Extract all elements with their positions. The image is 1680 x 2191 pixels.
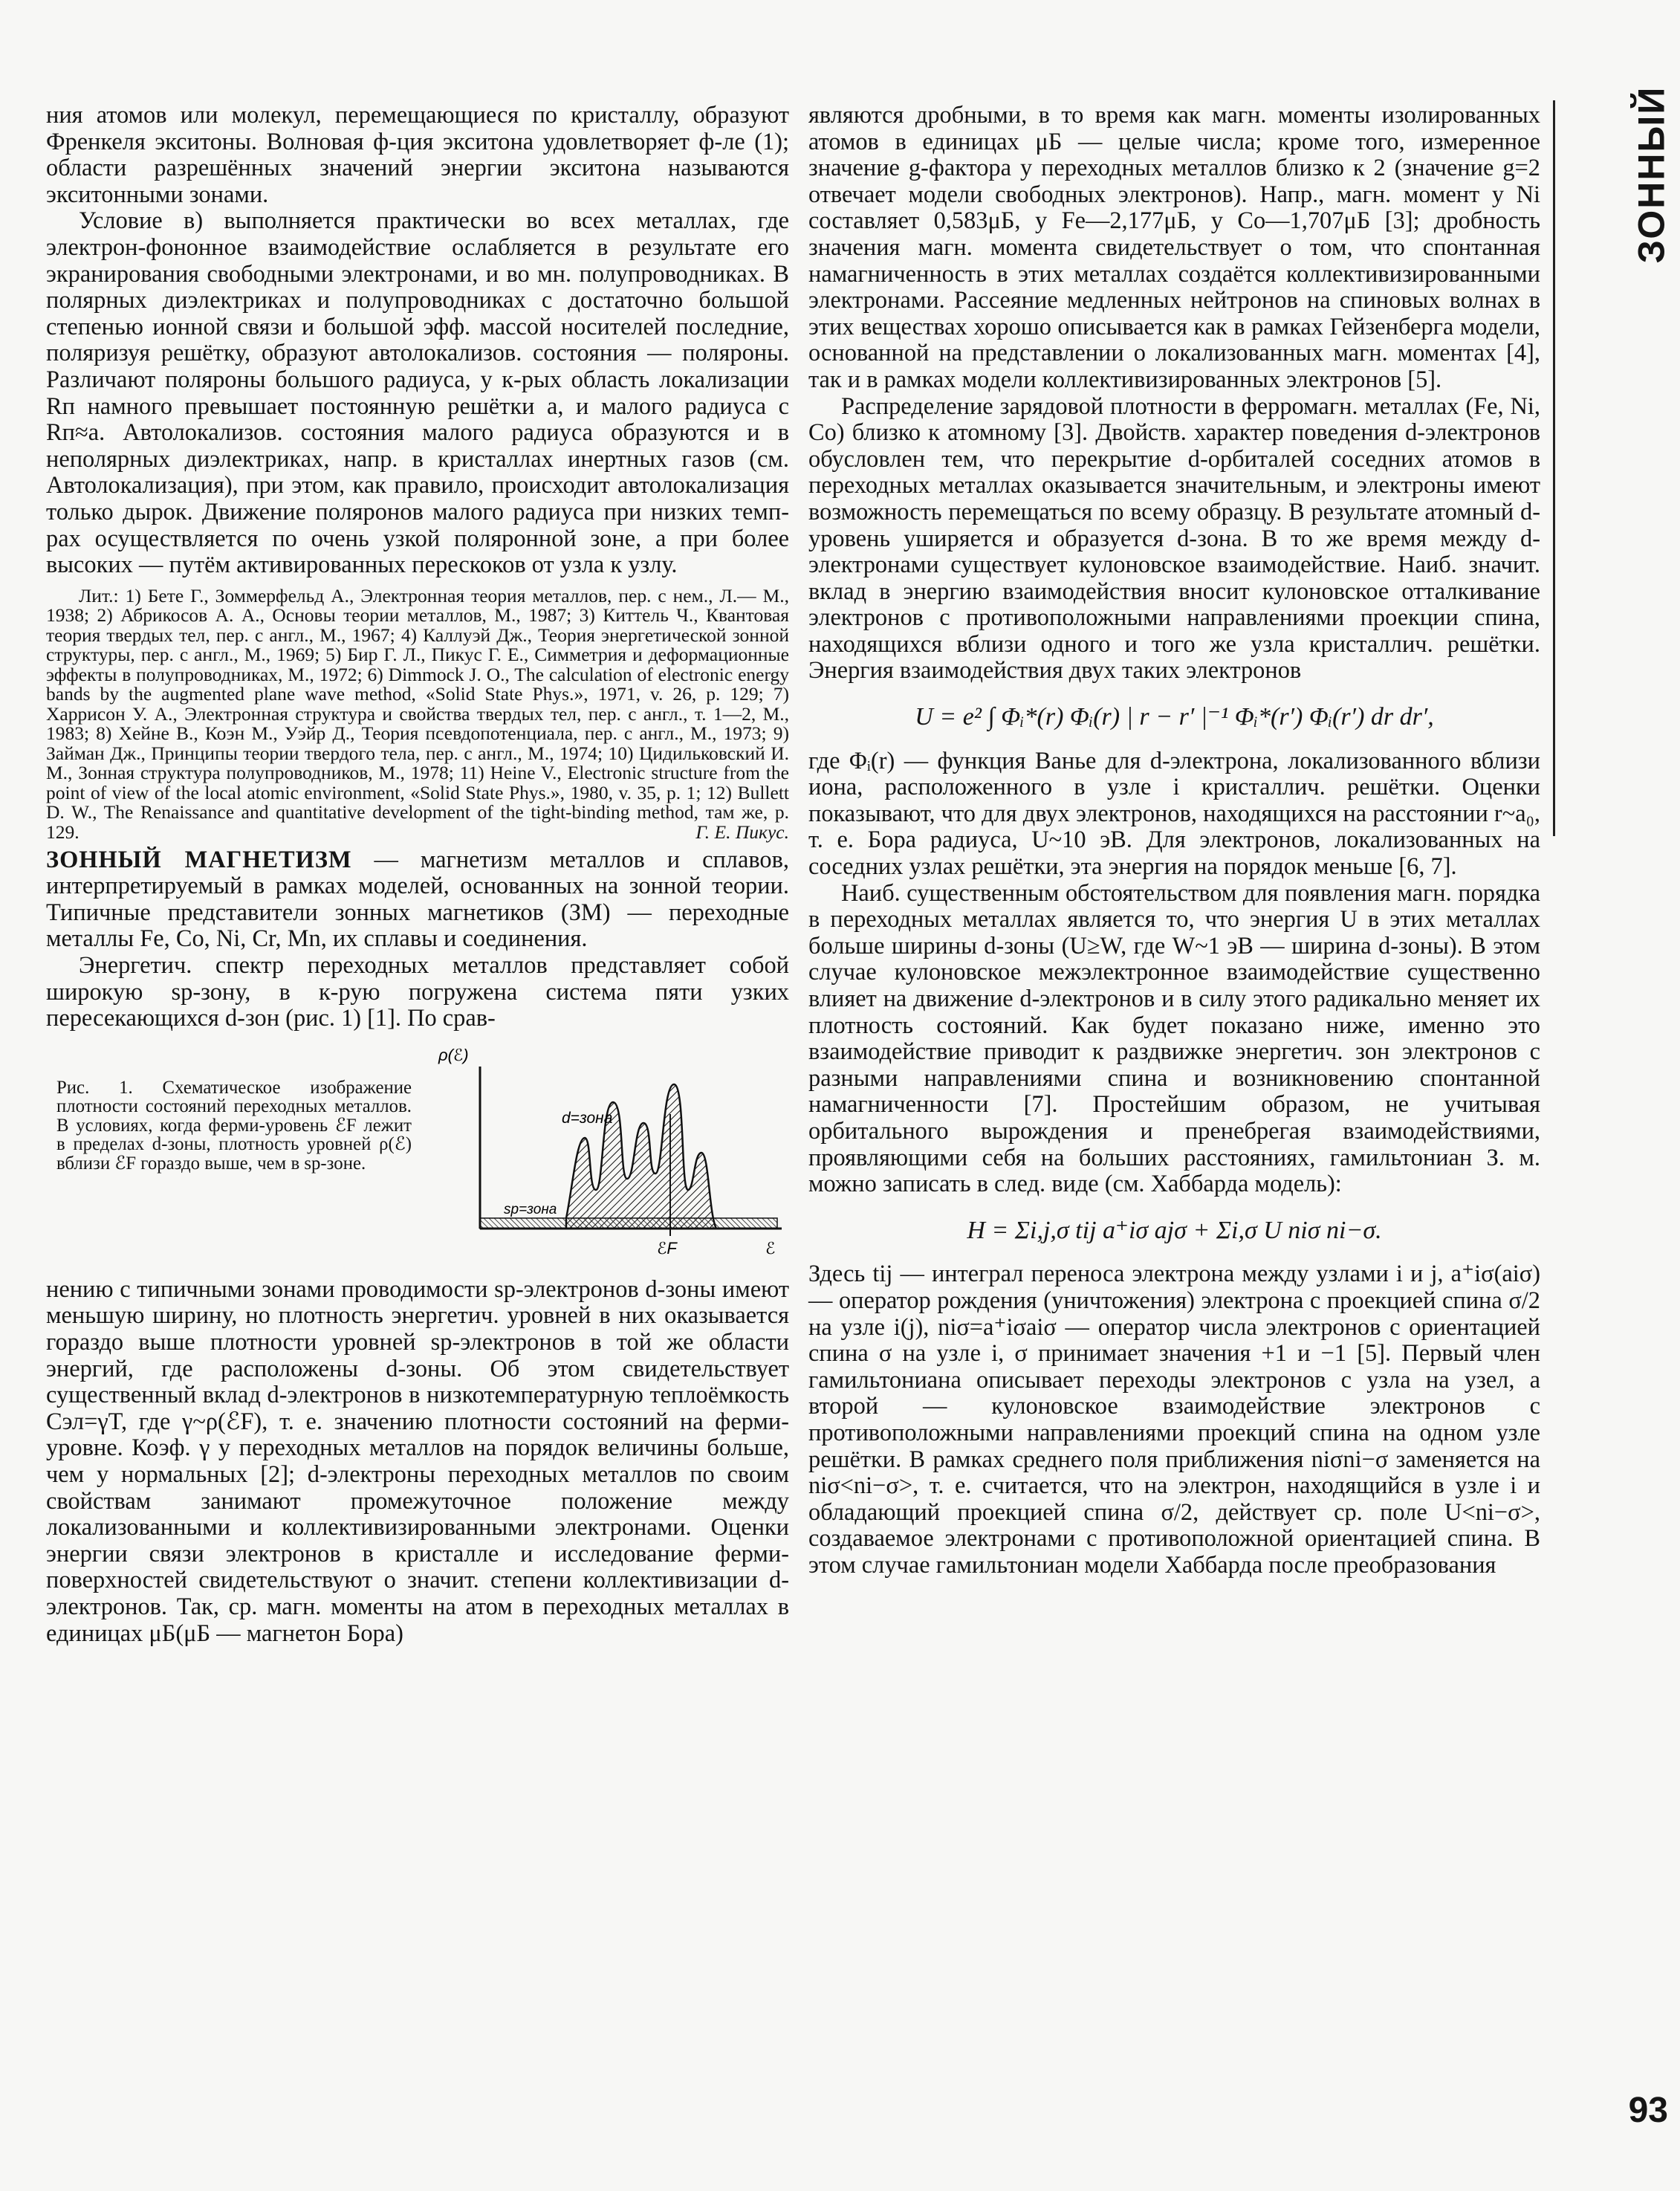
left-column [46,103,789,1647]
article-headword: ЗОННЫЙ МАГНЕТИЗМ [46,846,352,873]
paragraph: Энергетич. спектр переходных металлов представляет собой широкую sp-зону, в к-рую погружена система пяти узких пересекающихся d-зон (рис. 1) [1]. По срав- [46,952,789,1032]
figure-1 [46,1041,789,1260]
paragraph: где Φᵢ(r) — функция Ванье для d-электрона, локализованного вблизи иона, расположенного в узле i кристаллич. решётки. Оценки показывают, что для двух электронов, находящихся на расстоянии r~a₀, т. е. Бора радиуса, U~10 эВ. Для электронов, локализованных на соседних узлах решётки, эта энергия на порядок меньше [6, 7]. [808,747,1540,881]
paragraph: нению с типичными зонами проводимости sp-электронов d-зоны имеют меньшую ширину, но плотность энергетич. уровней в них оказывается гораздо выше плотности уровней sp-электронов в той же области энергий, где расположены d-зоны. Об этом свидетельствует существенный вклад d-электронов в низкотемпературную теплоёмкость Cэл=γT, где γ~ρ(ℰF), т. е. значению плотности состояний на ферми-уровне. Коэф. γ у переходных металлов на порядок величины больше, чем у нормальных [2]; d-электроны переходных металлов по своим свойствам занимают промежуточное положение между локализованными и коллективизированными электронами. Оценки энергии связи электронов в кристалле и исследование ферми-поверхностей свидетельствуют о значит. степени коллективизации d-электронов. Так, ср. магн. моменты на атом в переходных металлах в единицах μБ(μБ — магнетон Бора) [46,1275,789,1647]
fermi-label: ℰF [657,1238,677,1258]
running-header-text: ЗОННЫЙ [1630,85,1673,264]
header-rule [1553,100,1555,836]
paragraph: являются дробными, в то время как магн. моменты изолированных атомов в единицах μБ — целые числа; кроме того, измеренное значение g-фактора у переходных металлов близко к 2 (значение g=2 отвечает модели свободных электронов). Напр., магн. момент у Ni составляет 0,583μБ, у Fe—2,177μБ, у Co—1,707μБ [3]; дробность значения магн. момента свидетельствует о том, что спонтанная намагниченность в этих металлах создаётся коллективизированными электронами. Рассеяние медленных нейтронов на спиновых волнах в этих веществах хорошо описывается как в рамках Гейзенберга модели, основанной на представлении о локализованных магн. моментах [4], так и в рамках модели коллективизированных электронов [5]. [808,102,1540,393]
article-intro: — магнетизм металлов и сплавов, интерпретируемый в рамках моделей, основанных на зонной теории. Типичные представители зонных магнетиков (ЗМ) — переходные металлы Fe, Co, Ni, Cr, Mn, их сплавы и соединения. [46,846,789,953]
sp-band-label: sp=зона [504,1201,557,1217]
x-axis-label: ℰ [765,1238,776,1258]
right-column [808,103,1540,1579]
paragraph: ния атомов или молекул, перемещающиеся по кристаллу, образуют Френкеля экситоны. Волновая ф-ция экситона удовлетворяет ф-ле (1); области разрешённых значений энергии экситона называются экситонными зонами. [46,102,789,208]
paragraph: Условие в) выполняется практически во всех металлах, где электрон-фононное взаимодействие ослабляется в результате его экранирования свободными электронами, и во мн. полупроводниках. В полярных диэлектриках и полупроводниках с достаточно большой степенью ионной связи и большой эфф. массой носителей последние, поляризуя решётку, образуют автолокализов. состояния — поляроны. Различают поляроны большого радиуса, у к-рых область локализации Rп намного превышает постоянную решётки a, и малого радиуса с Rп≈a. Автолокализов. состояния малого радиуса образуются и в неполярных диэлектриках, напр. в кристаллах инертных газов (см. Автолокализация), при этом, как правило, происходит автолокализация только дырок. Движение поляронов малого радиуса при низких темп-рах осуществляется по очень узкой поляронной зоне, а при более высоких — путём активированных перескоков от узла к узлу. [46,207,789,579]
references-author: Г. Е. Пикус. [695,821,789,844]
paragraph: Наиб. существенным обстоятельством для появления магн. порядка в переходных металлах является то, что энергия U в этих металлах больше ширины d-зоны (U≥W, где W~1 эВ — ширина d-зоны). В этом случае кулоновское межэлектронное взаимодействие существенно влияет на движение d-электронов и в силу этого радикально меняет их плотность состояний. Как будет показано ниже, именно это взаимодействие приводит к раздвижке энергетич. зон электронов с разными направлениями спина и возникновению спонтанной намагниченности [7]. Простейшим образом, не учитывая орбитального вырождения и пренебрегая взаимодействиями, проявляющими себя на больших расстояниях, гамильтониан З. м. можно записать в след. виде (см. Хаббарда модель): [808,879,1540,1198]
figure-caption: Рис. 1. Схематическое изображение плотности состояний переходных металлов. В условиях, когда ферми-уровень ℰF лежит в пределах d-зоны, плотность уровней ρ(ℰ) вблизи ℰF гораздо выше, чем в sp-зоне. [56,1077,412,1174]
density-of-states-plot [432,1041,789,1260]
running-header [1628,85,1674,264]
y-axis-label: ρ(ℰ) [438,1045,469,1064]
page-number: 93 [1628,2091,1668,2130]
references [46,586,789,843]
coulomb-energy-formula: U = e² ∫ Φᵢ*(r) Φᵢ(r) | r − r′ |⁻¹ Φᵢ*(r′) Φᵢ(r′) dr dr′, [915,703,1434,731]
d-band-label: d=зона [562,1109,613,1127]
d-band [566,1084,716,1229]
paragraph: Распределение зарядовой плотности в ферромагн. металлах (Fe, Ni, Co) близко к атомному [3]. Двойств. характер поведения d-электронов обусловлен тем, что перекрытие d-орбиталей соседних атомов в переходных металлах оказывается значительным, и электроны имеют возможность перемещаться по всему образцу. В результате атомный d-уровень уширяется и образуется d-зона. В то же время между d-электронами существует кулоновское взаимодействие. Наиб. значит. вклад в энергию взаимодействия вносит кулоновское отталкивание электронов с противоположными направлениями проекции спина, находящихся вблизи одного и того же узла кристаллич. решётки. Энергия взаимодействия двух таких электронов [808,392,1540,685]
article-start [46,847,789,953]
paragraph: Здесь tij — интеграл переноса электрона между узлами i и j, a⁺iσ(aiσ) — оператор рождения (уничтожения) электрона с проекцией спина σ/2 на узле i(j), niσ=a⁺iσaiσ — оператор числа электронов с ориентацией спина σ на узле i, σ принимает значения +1 и −1 [5]. Первый член гамильтониана описывает переходы электронов с узла на узел, а второй — кулоновское взаимодействие электронов с противоположными направлениями проекций спина на одном узле решётки. В рамках среднего поля приближения niσni−σ заменяется на niσ<ni−σ>, т. е. считается, что на электрон, находящийся в узле i и обладающий проекцией спина σ/2, действует ср. поле U<ni−σ>, создаваемое электронами с противоположной ориентацией спина. В этом случае гамильтониан модели Хаббарда после преобразования [808,1260,1540,1579]
references-text: Лит.: 1) Бете Г., Зоммерфельд А., Электронная теория металлов, пер. с нем., Л.— М., 1938; 2) Абрикосов А. А., Основы теории металлов, М., 1987; 3) Киттель Ч., Квантовая теория твердых тел, пер. с англ., М., 1967; 4) Каллуэй Дж., Теория энергетической зонной структуры, пер. с англ., М., 1969; 5) Бир Г. Л., Пикус Г. Е., Симметрия и деформационные эффекты в полупроводниках, М., 1972; 6) Dimmock J. O., The calculation of electronic energy bands by the augmented plane wave method, «Solid State Phys.», 1971, v. 26, p. 129; 7) Харрисон У. А., Электронная структура и свойства твердых тел, пер. с англ., т. 1—2, М., 1983; 8) Хейне В., Коэн М., Уэйр Д., Теория псевдопотенциала, пер. с англ., М., 1973; 9) Займан Дж., Принципы теории твердого тела, пер. с англ., М., 1974; 10) Цидильковский И. М., Зонная структура полупроводников, М., 1978; 11) Heine V., Electronic structure from the point of view of the local atomic environment, «Solid State Phys.», 1980, v. 35, p. 1; 12) Bullett D. W., The Renaissance and quantitative development of the tight-binding method, там же, p. 129. [46,584,789,843]
hubbard-hamiltonian-formula: H = Σi,j,σ tij a⁺iσ ajσ + Σi,σ U niσ ni−σ. [967,1216,1382,1244]
